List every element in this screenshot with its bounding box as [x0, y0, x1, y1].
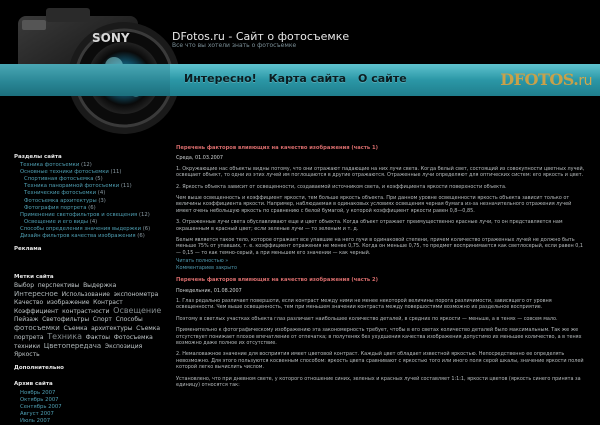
tag-link[interactable]: Освещение	[113, 306, 162, 316]
sidebar-item[interactable]	[14, 233, 164, 240]
sidebar-item-count: (6)	[137, 233, 145, 240]
site-title[interactable]: DFotos.ru - Сайт о фотосъемке	[172, 30, 350, 43]
tag-link[interactable]: Фактоы	[85, 334, 111, 342]
nav-items	[184, 72, 407, 85]
archive-item[interactable]: Ноябрь 2007	[20, 389, 56, 396]
tag-link[interactable]: Выбор	[14, 282, 35, 290]
tag-link[interactable]: Способы	[115, 316, 143, 324]
nav-item-sitemap[interactable]: Карта сайта	[268, 72, 347, 85]
sidebar-item-label: Применение светофильтров и освещения	[20, 211, 138, 218]
main-content	[176, 145, 588, 400]
nav-item-about[interactable]: О сайте	[358, 72, 407, 85]
sidebar-item[interactable]	[14, 162, 164, 169]
nav-item-interesting[interactable]: Интересно!	[184, 72, 257, 85]
post-paragraph: 1. Окружающие нас объекты видны потому, что они отражают падающие на них лучи света. Когда белый свет, состоящий из совокупности цветных лучей, освещает объект, то одни из этих лучей им поглощаются в другие отражаются. Отраженные лучи определяют для оптических систем: его яркость и цвет.	[176, 165, 585, 179]
nav-left-strip	[0, 64, 170, 96]
sidebar-item[interactable]	[14, 169, 164, 176]
post	[176, 145, 588, 271]
sidebar-item-label: Дизайн фильтров качества изображения	[20, 233, 136, 240]
archive-item[interactable]: Октябрь 2007	[20, 396, 59, 403]
post-paragraph: Белым является такое тело, которое отражает все упавшие на него лучи в одинаковой степени, причем количество отраженных лучей не должно быть меньше 75% от упавших, т. е. коэффициент отражения не менее 0,75. Когда он меньше 0,75, то предмет воспринимается как светлосерый, если равен 0,1 — 0,15 — то как темно-серый, а при меньшем его значении — как черный.	[176, 237, 583, 256]
tag-link[interactable]: контрастности	[62, 308, 110, 316]
archive-item[interactable]: Июль 2007	[20, 417, 51, 424]
post-paragraph: Установлено, что при дневном свете, у которого отношение синих, зеленых и красных лучей составляет 1:1:1, яркости цветов (яркость синего принята за единицу) относятся так:	[176, 375, 581, 388]
tag-link[interactable]: изображение	[46, 299, 90, 307]
site-tagline: Все что вы хотели знать о фотосъемке	[172, 42, 297, 49]
tag-link[interactable]: Выдержка	[83, 282, 117, 290]
sidebar-item-count: (12)	[81, 162, 92, 169]
post	[176, 277, 588, 388]
tag-link[interactable]: Яркость	[14, 351, 40, 359]
post-date: Среда, 01.03.2007	[176, 155, 224, 162]
sidebar-item-label: Освещение и его виды	[24, 218, 89, 225]
tag-link[interactable]: экспонометра	[113, 291, 159, 299]
sidebar-item-count: (3)	[98, 197, 106, 204]
sidebar-ads-heading: Реклама	[14, 246, 42, 253]
comments-link[interactable]: Комментариев закрыто	[176, 264, 237, 271]
logo-ru: ru	[578, 73, 592, 89]
post-title[interactable]: Перечень факторов влияющих на качество изображения (часть 2)	[176, 277, 378, 284]
post-paragraph: 2. Яркость объекта зависит от освещенности, создаваемой источником света, и коэффициента яркости поверхности объекта.	[176, 183, 507, 190]
read-more-link[interactable]: Читать полностью »	[176, 258, 229, 265]
post-paragraph: Поэтому в светлых участках объекта глаз различает наибольшее количество деталей, в средних по яркости — меньше, а в тенях — совсем мало.	[176, 315, 558, 322]
sidebar-item[interactable]	[14, 183, 164, 190]
sidebar-item[interactable]	[14, 190, 164, 197]
tag-link[interactable]: Экспозиция	[104, 343, 143, 351]
post-paragraph: Применительно к фотографическому изображению эта закономерность требует, чтобы в его светах количество деталей было максимальным. Так же же отсутствует понижает плохое впечатление от отпечатка; в полутенях без ухудшения качества изображения допустимо их меньшее количество, а в тенях возможно даже полное их отсутствие.	[176, 327, 582, 346]
archive-item[interactable]: Сентябрь 2007	[20, 403, 62, 410]
sidebar-item-label: Техника панорамной фотосъемки	[24, 183, 120, 190]
logo-main: DFOTOS.	[500, 70, 579, 89]
sidebar-item-label: Основные техники фотосъемки	[20, 169, 109, 176]
sidebar-archive-heading: Архив сайта	[14, 381, 53, 388]
sidebar-item-count: (4)	[89, 218, 98, 225]
sidebar-sections-list	[14, 162, 164, 240]
sidebar	[14, 150, 164, 424]
tag-link[interactable]: Техника	[47, 332, 82, 342]
sidebar-item[interactable]	[14, 198, 164, 205]
sidebar-item-label: Техника фотосъемки	[20, 162, 80, 169]
tag-link[interactable]: Спорт	[92, 316, 112, 324]
tag-link[interactable]: техники	[14, 343, 41, 351]
camera-brand: SONY	[92, 31, 130, 45]
sidebar-sections-heading: Разделы сайта	[14, 154, 62, 160]
sidebar-item-count: (4)	[97, 190, 106, 197]
sidebar-tags-heading: Метки сайта	[14, 274, 54, 281]
tag-link[interactable]: фотосъемки	[14, 324, 60, 333]
sidebar-item-label: Спортивная фотосъемка	[24, 176, 94, 183]
tag-link[interactable]: Фотосъемка	[113, 334, 153, 342]
sidebar-item[interactable]	[14, 226, 164, 233]
tag-link[interactable]: Качество	[14, 299, 44, 307]
sidebar-item-count: (11)	[110, 169, 122, 176]
tag-link[interactable]: Светофильтры	[42, 316, 90, 324]
tag-link[interactable]: Съемка	[136, 325, 161, 333]
archive-item[interactable]: Август 2007	[20, 410, 54, 417]
sidebar-item-label: Фотосъемка архитектуры	[24, 197, 97, 204]
tag-link[interactable]: Цветопередача	[43, 342, 102, 351]
post-paragraph: Чем выше освещенность и коэффициент яркости, тем больше яркость объекта. При данном уровне освещенности яркость объекта зависит только от величины коэффициента яркости. Например, наблюдаемая в одинаковых условиях освещения черная бумага из-за незначительного отражения лучей имеет очень небольшую яркость по сравнению с белой бумагой, у которой коэффициент яркости равен 0,8—0,85.	[176, 195, 572, 214]
tag-link[interactable]: Контраст	[93, 299, 123, 307]
tag-link[interactable]: Коэффициент	[14, 308, 59, 316]
tag-link[interactable]: Использование	[61, 291, 110, 299]
tag-cloud	[14, 282, 164, 359]
post-paragraph: 1. Глаз редально различает повершоти, если контраст между ними не менее некоторой величины порога различимости, зависящего от уровня освещенности. Чем выше освещенность, тем при меньшем значении контраста между повершостями возможно их раздельное восприятие.	[176, 297, 552, 311]
tag-link[interactable]: Съемка	[63, 325, 88, 333]
sidebar-item-count: (6)	[88, 204, 96, 211]
extra-spacer	[14, 373, 164, 377]
ads-area	[14, 254, 164, 270]
sidebar-item-count: (6)	[142, 225, 151, 232]
post-paragraph: 2. Немаловажное значение для восприятия имеет цветовой контраст. Каждый цвет обладает известной яркостью. Непосредственно ее определять невозможно. Для этого пользуются косвенным способом: яркость цвета сравнивают с яркостью того или иного поля серой шкалы, значение яркости полей которой легко вычислить числом.	[176, 351, 584, 371]
sidebar-item-label: Технические фотосъемки	[24, 190, 97, 197]
sidebar-item-label: Способы определения значения выдержки	[20, 225, 142, 232]
sidebar-item-label: Фотография портрета	[24, 204, 87, 211]
post-date: Понедельник, 01.08.2007	[176, 287, 242, 294]
tag-link[interactable]: Интересное	[14, 290, 58, 299]
tag-link[interactable]: архитектуры	[91, 325, 133, 333]
post-paragraph: 3. Отраженные лучи света обуславливают еще и цвет объекта. Когда объект отражает преимущественно красные лучи, то он представляется нам окрашенным в красный цвет; если зеленые лучи — то зеленым и т. д.	[176, 219, 563, 232]
post-title[interactable]: Перечень факторов влияющих на качество изображения (часть 1)	[176, 145, 378, 151]
archive-list	[14, 390, 164, 425]
tag-link[interactable]: портрета	[14, 334, 44, 342]
sidebar-item[interactable]	[14, 205, 164, 212]
main-navigation	[0, 64, 600, 96]
sidebar-item-count: (11)	[120, 183, 132, 190]
tag-link[interactable]: Пейзаж	[14, 316, 39, 324]
tag-link[interactable]: перспективы	[37, 282, 80, 290]
sidebar-item-count: (5)	[95, 176, 103, 183]
site-logo[interactable]	[500, 70, 592, 89]
sidebar-item[interactable]	[14, 219, 164, 226]
sidebar-item-count: (12)	[138, 211, 150, 218]
sidebar-extra-heading: Дополнительно	[14, 365, 64, 372]
sidebar-item[interactable]	[14, 212, 164, 219]
